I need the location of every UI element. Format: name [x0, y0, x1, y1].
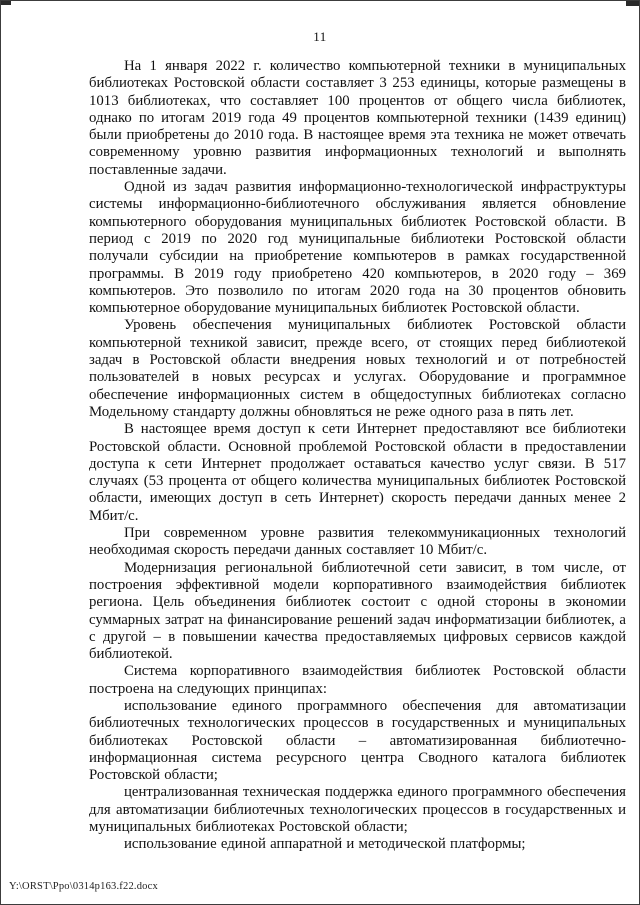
file-path-footer: Y:\ORST\Ppo\0314p163.f22.docx [9, 881, 158, 892]
principle-centralized-support: централизованная техническая поддержка единого программного обеспечения для автоматизации библиотечных технологических процессов в государственных и муниципальных библиотеках Ростовской области; [89, 784, 626, 836]
paragraph-computer-count: На 1 января 2022 г. количество компьютерной техники в муниципальных библиотеках Ростовской области составляет 3 253 единицы, которые размещены в 1013 библиотеках, что составляет 100 процентов от общего числа библиотек, однако по итогам 2019 года 49 процентов компьютерной техники (1439 единиц) были приобретены до 2010 года. В настоящее время эта техника не может отвечать современному уровню развития информационных технологий и выполнять поставленные задачи. [89, 58, 626, 178]
paragraph-principles-intro: Система корпоративного взаимодействия библиотек Ростовской области построена на следующих принципах: [89, 663, 626, 697]
paragraph-internet-access: В настоящее время доступ к сети Интернет предоставляют все библиотеки Ростовской области. Основной проблемой Ростовской области в предоставлении доступа к сети Интернет продолжает оставаться качество услуг связи. В 517 случаях (53 процента от общего количества муниципальных библиотек Ростовской области, имеющих доступ в сеть Интернет) скорость передачи данных менее 2 Мбит/с. [89, 421, 626, 524]
paragraph-required-speed: При современном уровне развития телекоммуникационных технологий необходимая скорость передачи данных составляет 10 Мбит/с. [89, 525, 626, 559]
paragraph-equipment-renewal: Одной из задач развития информационно-технологической инфраструктуры системы информационно-библиотечного обслуживания является обновление компьютерного оборудования муниципальных библиотек Ростовской области. В период с 2019 по 2020 год муниципальные библиотеки Ростовской области получали субсидии на приобретение компьютеров в рамках государственной программы. В 2019 году приобретено 420 компьютеров, в 2020 году – 369 компьютеров. Это позволило по итогам 2020 года на 30 процентов обновить компьютерное оборудование муниципальных библиотек Ростовской области. [89, 179, 626, 317]
scan-artifact-top-left [1, 1, 11, 5]
principle-unified-platform: использование единой аппаратной и методической платформы; [124, 836, 526, 853]
paragraph-provision-level: Уровень обеспечения муниципальных библиотек Ростовской области компьютерной техникой зависит, прежде всего, от стоящих перед библиотекой задач в Ростовской области внедрения новых технологий и от потребностей пользователей в новых ресурсах и услугах. Оборудование и программное обеспечение информационных систем в общедоступных библиотеках согласно Модельному стандарту должны обновляться не реже одного раза в пять лет. [89, 317, 626, 420]
scan-artifact-top-right [626, 1, 639, 6]
paragraph-network-modernization: Модернизация региональной библиотечной сети зависит, в том числе, от построения эффективной модели корпоративного взаимодействия библиотек региона. Цель объединения библиотек состоит с одной стороны в экономии суммарных затрат на финансирование решений задач информатизации библиотек, а с другой – в повышении качества предоставляемых цифровых сервисов каждой библиотекой. [89, 559, 626, 663]
page-number: 11 [313, 29, 327, 44]
principle-unified-software: использование единого программного обеспечения для автоматизации библиотечных технологических процессов в государственных и муниципальных библиотеках Ростовской области – автоматизированная библиотечно-информационная система ресурсного центра Сводного каталога библиотек Ростовской области; [89, 697, 626, 784]
document-body [89, 58, 626, 854]
